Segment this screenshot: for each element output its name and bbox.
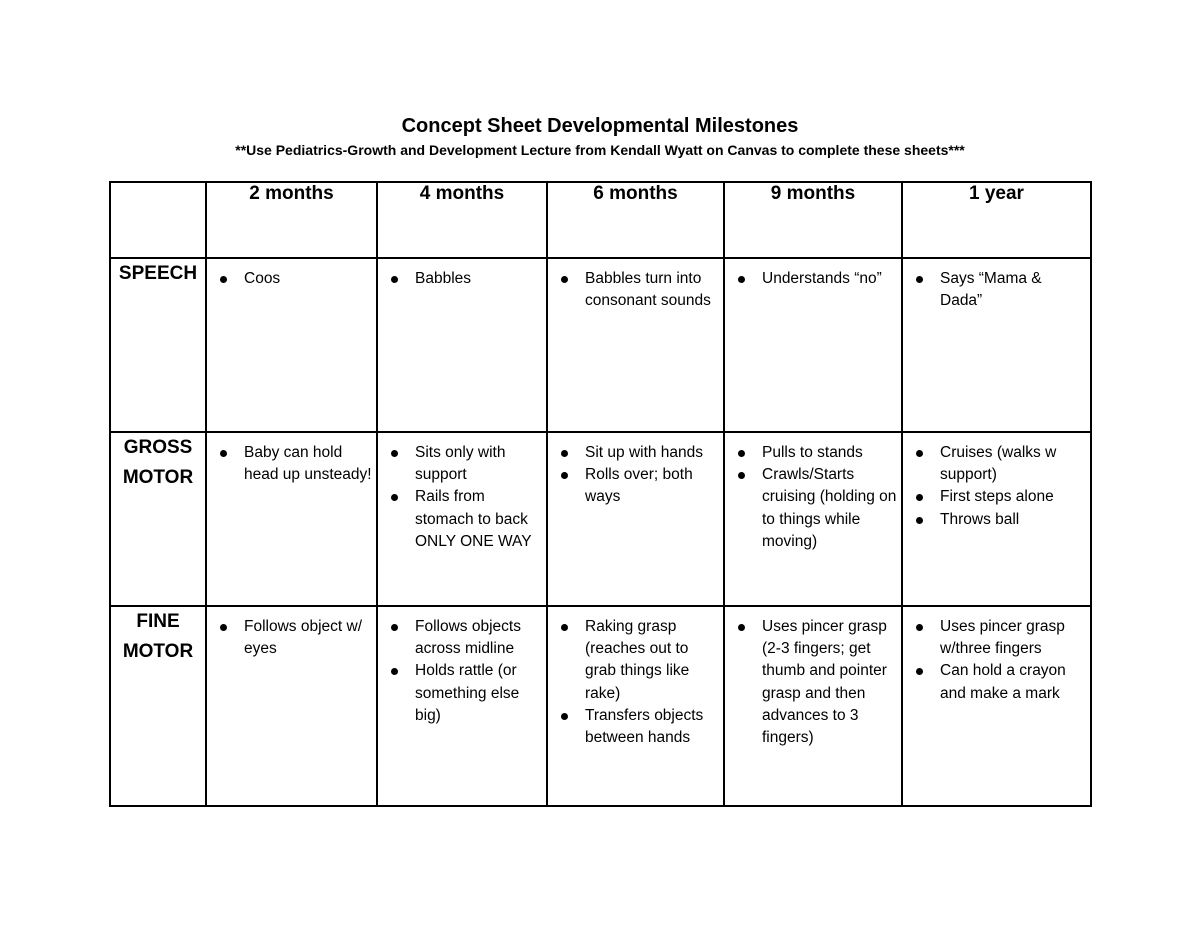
bullet-list (207, 607, 376, 660)
column-header-9-months: 9 months (724, 182, 902, 258)
bullet-list (207, 259, 376, 290)
bullet-list (207, 433, 376, 486)
table-cell (547, 258, 724, 432)
bullet-list (378, 607, 546, 727)
list-item: Understands “no” (762, 268, 897, 290)
header-row (110, 182, 1091, 258)
table-row-gross-motor (110, 432, 1091, 606)
column-header-2-months: 2 months (206, 182, 377, 258)
bullet-list (903, 433, 1090, 531)
table-cell (377, 606, 547, 806)
table-cell (902, 432, 1091, 606)
row-label-line: MOTOR (122, 467, 194, 488)
bullet-list (378, 433, 546, 553)
bullet-list (725, 433, 901, 553)
list-item: Rolls over; both ways (585, 464, 719, 508)
table-cell (724, 432, 902, 606)
list-item: Holds rattle (or something else big) (415, 660, 542, 727)
row-label-line: SPEECH (118, 263, 198, 284)
table-cell (206, 432, 377, 606)
corner-header-cell (110, 182, 206, 258)
milestones-table (109, 181, 1092, 807)
table-cell (547, 606, 724, 806)
bullet-list (548, 259, 723, 312)
list-item: Sits only with support (415, 442, 542, 486)
list-item: Babbles turn into consonant sounds (585, 268, 719, 312)
row-label-line: FINE (136, 611, 180, 632)
bullet-list (903, 607, 1090, 705)
row-label-speech (110, 258, 206, 432)
bullet-list (378, 259, 546, 290)
table-cell (206, 606, 377, 806)
column-header-4-months: 4 months (377, 182, 547, 258)
row-label-line: MOTOR (122, 641, 194, 662)
list-item: Coos (244, 268, 372, 290)
list-item: Crawls/Starts cruising (holding on to things while moving) (762, 464, 897, 553)
column-header-1-year: 1 year (902, 182, 1091, 258)
page-subtitle: **Use Pediatrics-Growth and Development Lecture from Kendall Wyatt on Canvas to complete these sheets*** (235, 142, 965, 158)
list-item: Pulls to stands (762, 442, 897, 464)
table-cell (902, 606, 1091, 806)
list-item: Says “Mama & Dada” (940, 268, 1086, 312)
table-cell (206, 258, 377, 432)
list-item: Uses pincer grasp w/three fingers (940, 616, 1086, 660)
bullet-list (548, 433, 723, 509)
bullet-list (903, 259, 1090, 312)
table-cell (902, 258, 1091, 432)
list-item: Babbles (415, 268, 542, 290)
table-cell (724, 606, 902, 806)
column-header-6-months: 6 months (547, 182, 724, 258)
list-item: Sit up with hands (585, 442, 719, 464)
list-item: Can hold a crayon and make a mark (940, 660, 1086, 704)
table-cell (547, 432, 724, 606)
list-item: Uses pincer grasp (2-3 fingers; get thumb and pointer grasp and then advances to 3 fingers) (762, 616, 897, 749)
row-label-line: GROSS (123, 437, 193, 458)
bullet-list (725, 607, 901, 749)
list-item: Follows objects across midline (415, 616, 542, 660)
list-item: Transfers objects between hands (585, 705, 719, 749)
list-item: Throws ball (940, 509, 1086, 531)
page-title: Concept Sheet Developmental Milestones (401, 115, 799, 137)
list-item: Cruises (walks w support) (940, 442, 1086, 486)
bullet-list (725, 259, 901, 290)
list-item: Rails from stomach to back ONLY ONE WAY (415, 486, 542, 553)
bullet-list (548, 607, 723, 749)
row-label-fine-motor (110, 606, 206, 806)
table-cell (724, 258, 902, 432)
table-cell (377, 258, 547, 432)
list-item: Baby can hold head up unsteady! (244, 442, 372, 486)
list-item: Raking grasp (reaches out to grab things like rake) (585, 616, 719, 705)
row-label-gross-motor (110, 432, 206, 606)
list-item: Follows object w/ eyes (244, 616, 372, 660)
table-cell (377, 432, 547, 606)
table-row-fine-motor (110, 606, 1091, 806)
list-item: First steps alone (940, 486, 1086, 508)
table-row-speech (110, 258, 1091, 432)
